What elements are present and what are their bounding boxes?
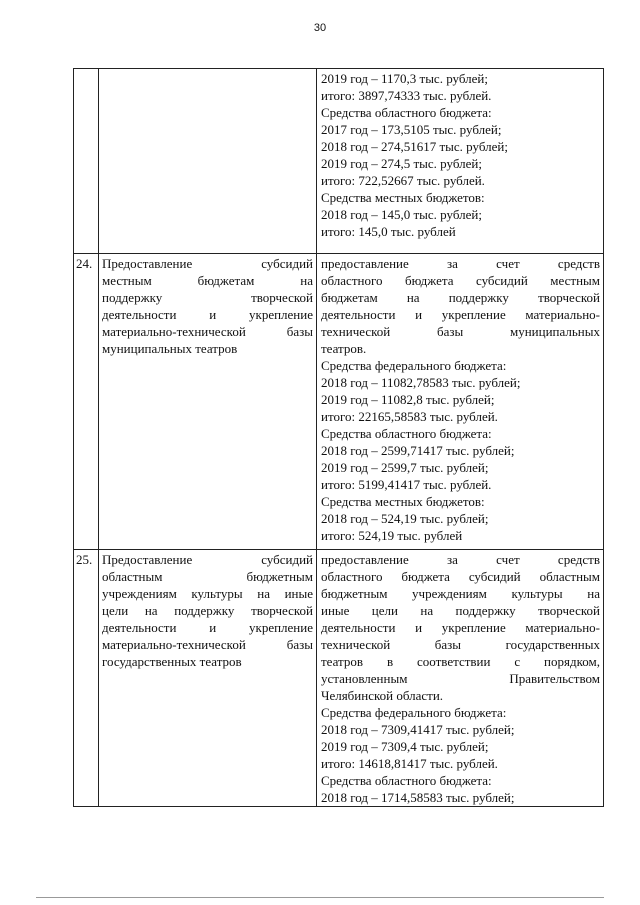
measure-name-line: деятельности и укрепление xyxy=(102,620,313,635)
measure-description-line: 2018 год – 524,19 тыс. рублей; xyxy=(321,511,489,526)
measure-description-line: областного бюджета субсидий местным xyxy=(321,273,600,288)
row-number xyxy=(74,69,99,254)
measure-description-line: 2019 год – 274,5 тыс. рублей; xyxy=(321,156,482,171)
measure-description-line: 2019 год – 2599,7 тыс. рублей; xyxy=(321,460,489,475)
measure-name-line: местным бюджетам на xyxy=(102,273,313,288)
measure-description-line: иные цели на поддержку творческой xyxy=(321,603,600,618)
measure-description-line: 2019 год – 1170,3 тыс. рублей; xyxy=(321,71,488,86)
measure-description-line: деятельности и укрепление материально- xyxy=(321,620,600,635)
row-number xyxy=(74,254,99,550)
page-number: 30 xyxy=(313,22,327,34)
measure-name-line: Предоставление субсидий xyxy=(102,256,313,271)
measure-name-line: Предоставление субсидий xyxy=(102,552,313,567)
measure-description-line: деятельности и укрепление материально- xyxy=(321,307,600,322)
measure-description-line: итого: 22165,58583 тыс. рублей. xyxy=(321,409,498,424)
measure-description-line: 2018 год – 274,51617 тыс. рублей; xyxy=(321,139,508,154)
measure-description-line: 2018 год – 1714,58583 тыс. рублей; xyxy=(321,790,515,805)
measure-name-line: материально-технической базы xyxy=(102,637,313,652)
measure-description-line: 2018 год – 2599,71417 тыс. рублей; xyxy=(321,443,515,458)
measure-description-cell xyxy=(317,69,604,254)
measure-description-line: бюджетным учреждениям культуры на xyxy=(321,586,600,601)
measure-description-line: итого: 524,19 тыс. рублей xyxy=(321,528,463,543)
measure-description-line: 2019 год – 11082,8 тыс. рублей; xyxy=(321,392,495,407)
measure-description-line: установленным Правительством xyxy=(321,671,600,686)
measure-name-line: поддержку творческой xyxy=(102,290,313,305)
measure-description-line: Средства федерального бюджета: xyxy=(321,705,507,720)
measure-description-line: театров. xyxy=(321,341,367,356)
measure-description-line: Средства областного бюджета: xyxy=(321,105,492,120)
measure-description-line: предоставление за счет средств xyxy=(321,552,600,567)
measure-description-line: Средства федерального бюджета: xyxy=(321,358,507,373)
measure-name-line: учреждениям культуры на иные xyxy=(102,586,313,601)
measure-name-line: государственных театров xyxy=(102,654,242,669)
measure-description-line: технической базы государственных xyxy=(321,637,600,652)
measure-description-line: Средства областного бюджета: xyxy=(321,773,492,788)
measure-name-cell xyxy=(99,254,317,550)
measure-name-line: муниципальных театров xyxy=(102,341,238,356)
measure-description-line: Средства местных бюджетов: xyxy=(321,494,485,509)
measure-description-line: итого: 3897,74333 тыс. рублей. xyxy=(321,88,492,103)
measure-description-line: итого: 145,0 тыс. рублей xyxy=(321,224,456,239)
measure-description-cell xyxy=(317,254,604,550)
measures-table xyxy=(73,68,604,807)
measure-description-line: 2018 год – 11082,78583 тыс. рублей; xyxy=(321,375,521,390)
measure-description-line: итого: 14618,81417 тыс. рублей. xyxy=(321,756,498,771)
measure-name-line: областным бюджетным xyxy=(102,569,313,584)
measure-description-line: областного бюджета субсидий областным xyxy=(321,569,600,584)
measure-name-cell xyxy=(99,69,317,254)
measure-description-line: Средства областного бюджета: xyxy=(321,426,492,441)
table-row xyxy=(74,69,604,254)
measure-description-line: Челябинской области. xyxy=(321,688,444,703)
measure-description-line: Средства местных бюджетов: xyxy=(321,190,485,205)
measure-description-line: бюджетам на поддержку творческой xyxy=(321,290,600,305)
measure-name-line: цели на поддержку творческой xyxy=(102,603,313,618)
table-body xyxy=(74,69,604,807)
measure-description-line: 2018 год – 7309,41417 тыс. рублей; xyxy=(321,722,515,737)
row-number-text: 25. xyxy=(76,552,93,567)
bottom-rule xyxy=(36,897,604,898)
table-row xyxy=(74,550,604,807)
measure-description-line: предоставление за счет средств xyxy=(321,256,600,271)
table-row xyxy=(74,254,604,550)
measure-name-cell xyxy=(99,550,317,807)
measure-description-line: технической базы муниципальных xyxy=(321,324,600,339)
measure-name-line: материально-технической базы xyxy=(102,324,313,339)
measure-description-line: итого: 5199,41417 тыс. рублей. xyxy=(321,477,492,492)
measure-description-line: итого: 722,52667 тыс. рублей. xyxy=(321,173,485,188)
measure-name-line: деятельности и укрепление xyxy=(102,307,313,322)
measure-description-line: 2019 год – 7309,4 тыс. рублей; xyxy=(321,739,489,754)
row-number-text: 24. xyxy=(76,256,93,271)
measure-description-cell xyxy=(317,550,604,807)
measure-description-line: 2017 год – 173,5105 тыс. рублей; xyxy=(321,122,502,137)
row-number xyxy=(74,550,99,807)
measure-description-line: 2018 год – 145,0 тыс. рублей; xyxy=(321,207,482,222)
measure-description-line: театров в соответствии с порядком, xyxy=(321,654,600,669)
